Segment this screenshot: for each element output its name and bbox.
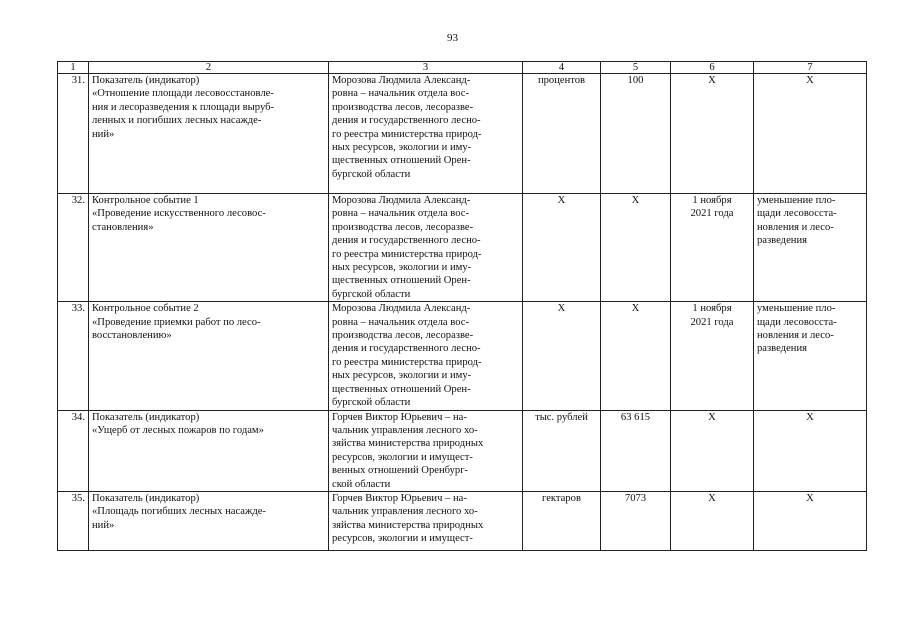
header-col-2: 2 [89,62,329,74]
table-header [58,62,867,74]
cell-line: новления и лесо- [757,330,834,342]
cell-line: Показатель (индикатор) [92,411,200,423]
value-cell: 63 615 [601,410,671,491]
responsible-cell [329,74,523,194]
indicator-cell [89,410,329,491]
deadline-cell [671,194,754,302]
outcome-cell [754,410,867,491]
cell-line: производства лесов, лесоразве- [332,330,474,342]
cell-line: го реестра министерства природ- [332,128,482,140]
cell-line: восстановлению» [92,330,172,342]
cell-line: Х [708,75,716,86]
responsible-cell [329,194,523,302]
header-row [58,62,867,74]
cell-line: бургской области [332,288,411,300]
header-col-3: 3 [329,62,523,74]
deadline-cell [671,74,754,194]
cell-line: Х [708,492,716,504]
cell-line: ний» [92,519,115,531]
cell-line: дения и государственного лесно- [332,343,481,355]
cell-line: Горчев Виктор Юрьевич – на- [332,492,467,504]
value-cell: 7073 [601,491,671,550]
cell-line: зяйства министерства природных [332,438,484,450]
cell-line: Морозова Людмила Александ- [332,195,471,206]
cell-line: щади лесовосста- [757,208,837,220]
responsible-cell [329,410,523,491]
cell-line: бургской области [332,397,411,409]
cell-line: уменьшение пло- [757,303,836,315]
cell-line: Показатель (индикатор) [92,492,200,504]
cell-line: разведения [757,235,807,247]
table-row [58,74,867,194]
row-number: 34. [58,410,89,491]
cell-line: Горчев Виктор Юрьевич – на- [332,411,467,423]
cell-line: 2021 года [690,316,734,328]
cell-line: Х [806,75,814,86]
cell-line: зяйства министерства природных [332,519,484,531]
value-cell: 100 [601,74,671,194]
responsible-cell [329,491,523,550]
cell-line: разведения [757,343,807,355]
unit-cell: процентов [523,74,601,194]
outcome-cell [754,74,867,194]
cell-line: Х [806,411,814,423]
cell-line: «Проведение приемки работ по лесо- [92,316,261,328]
document-table [57,61,867,551]
unit-cell: гектаров [523,491,601,550]
cell-line: «Ущерб от лесных пожаров по годам» [92,424,264,436]
cell-line: Х [708,411,716,423]
value-cell: Х [601,194,671,302]
cell-line: ресурсов, экологии и имущест- [332,451,473,463]
indicator-cell [89,302,329,410]
indicator-cell [89,74,329,194]
cell-line: щественных отношений Орен- [332,383,471,395]
cell-line: дения и государственного лесно- [332,235,481,247]
cell-line: щественных отношений Орен- [332,275,471,287]
unit-cell: Х [523,302,601,410]
header-col-6: 6 [671,62,754,74]
table-row [58,491,867,550]
cell-line: Контрольное событие 2 [92,303,199,315]
indicator-cell [89,491,329,550]
cell-line: ных ресурсов, экологии и иму- [332,370,472,382]
cell-line: го реестра министерства природ- [332,248,482,260]
cell-line: щественных отношений Орен- [332,155,471,167]
header-col-1: 1 [58,62,89,74]
cell-line: производства лесов, лесоразве- [332,101,474,113]
row-number: 32. [58,194,89,302]
cell-line: производства лесов, лесоразве- [332,221,474,233]
cell-line: венных отношений Оренбург- [332,465,469,477]
header-col-4: 4 [523,62,601,74]
outcome-cell [754,194,867,302]
cell-line: ресурсов, экологии и имущест- [332,533,473,545]
cell-line: 2021 года [690,208,734,220]
row-number: 35. [58,491,89,550]
table-row [58,302,867,410]
unit-cell: тыс. рублей [523,410,601,491]
cell-line: «Площадь погибших лесных насажде- [92,506,266,518]
outcome-cell [754,302,867,410]
deadline-cell [671,302,754,410]
row-number: 31. [58,74,89,194]
cell-line: Х [806,492,814,504]
cell-line: 1 ноября [692,195,732,206]
cell-line: становления» [92,221,154,233]
cell-line: ний» [92,128,115,140]
cell-line: бургской области [332,168,411,180]
header-col-5: 5 [601,62,671,74]
responsible-cell [329,302,523,410]
cell-line: 1 ноября [692,303,732,315]
cell-line: «Проведение искусственного лесовос- [92,208,266,220]
cell-line: ровна – начальник отдела вос- [332,208,469,220]
value-cell: Х [601,302,671,410]
table-body [58,74,867,551]
table-row [58,194,867,302]
cell-line: Показатель (индикатор) [92,75,200,86]
deadline-cell [671,410,754,491]
cell-line: го реестра министерства природ- [332,356,482,368]
indicator-cell [89,194,329,302]
cell-line: ровна – начальник отдела вос- [332,316,469,328]
deadline-cell [671,491,754,550]
header-col-7: 7 [754,62,867,74]
cell-line: ровна – начальник отдела вос- [332,88,469,100]
row-number: 33. [58,302,89,410]
cell-line: уменьшение пло- [757,195,836,206]
cell-line: Морозова Людмила Александ- [332,75,471,86]
page-number: 93 [447,32,458,44]
unit-cell: Х [523,194,601,302]
cell-line: чальник управления лесного хо- [332,424,478,436]
cell-line: новления и лесо- [757,221,834,233]
cell-line: ных ресурсов, экологии и иму- [332,142,472,154]
cell-line: чальник управления лесного хо- [332,506,478,518]
outcome-cell [754,491,867,550]
cell-line: дения и государственного лесно- [332,115,481,127]
cell-line: ской области [332,478,391,490]
cell-line: ния и лесоразведения к площади выруб- [92,101,275,113]
cell-line: Морозова Людмила Александ- [332,303,471,315]
cell-line: ленных и погибших лесных насажде- [92,115,262,127]
cell-line: ных ресурсов, экологии и иму- [332,262,472,274]
table-row [58,410,867,491]
cell-line: «Отношение площади лесовосстановле- [92,88,274,100]
cell-line: щади лесовосста- [757,316,837,328]
cell-line: Контрольное событие 1 [92,195,199,206]
